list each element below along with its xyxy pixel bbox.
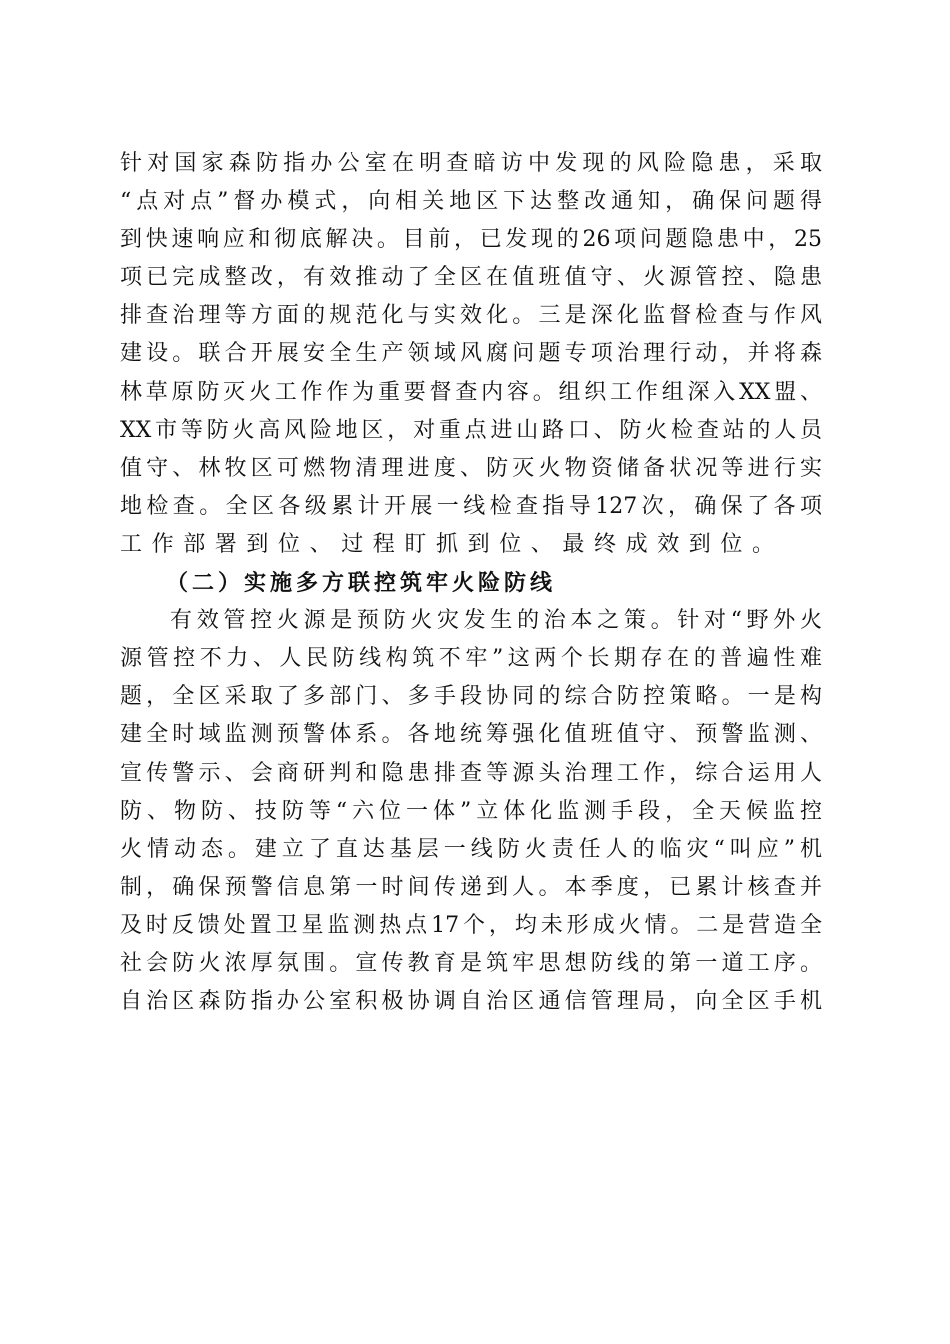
text-line: XX市等防火高风险地区，对重点进山路口、防火检查站的人员 — [120, 417, 822, 443]
paragraph-2 — [120, 602, 822, 1021]
text-line: 值守、林牧区可燃物清理进度、防灭火物资储备状况等进行实 — [120, 455, 822, 481]
text-line: 有效管控火源是预防火灾发生的治本之策。针对“野外火 — [170, 608, 822, 634]
text-line: 地检查。全区各级累计开展一线检查指导127次，确保了各项 — [120, 493, 822, 519]
section-heading: （二）实施多方联控筑牢火险防线 — [166, 570, 557, 597]
text-line: 到快速响应和彻底解决。目前，已发现的26项问题隐患中，25 — [120, 227, 822, 253]
text-line: 排查治理等方面的规范化与实效化。三是深化监督检查与作风 — [120, 303, 822, 329]
text-line: 针对国家森防指办公室在明查暗访中发现的风险隐患，采取 — [120, 151, 822, 176]
text-line: 题，全区采取了多部门、多手段协同的综合防控策略。一是构 — [120, 684, 822, 710]
paragraph-1 — [120, 145, 822, 564]
text-line: 自治区森防指办公室积极协调自治区通信管理局，向全区手机 — [120, 989, 822, 1015]
text-line: 火情动态。建立了直达基层一线防火责任人的临灾“叫应”机 — [120, 836, 822, 862]
text-line: “点对点”督办模式，向相关地区下达整改通知，确保问题得 — [120, 189, 822, 215]
text-line: 建设。联合开展安全生产领域风腐问题专项治理行动，并将森 — [120, 341, 822, 367]
text-line: 及时反馈处置卫星监测热点17个，均未形成火情。二是营造全 — [120, 912, 822, 938]
text-line: 制，确保预警信息第一时间传递到人。本季度，已累计核查并 — [120, 874, 822, 900]
text-line: 林草原防灭火工作作为重要督查内容。组织工作组深入XX盟、 — [120, 379, 822, 405]
text-line: 工作部署到位、过程盯抓到位、最终成效到位。 — [120, 531, 784, 557]
text-line: 防、物防、技防等“六位一体”立体化监测手段，全天候监控 — [120, 798, 822, 824]
text-line: 宣传警示、会商研判和隐患排查等源头治理工作，综合运用人 — [120, 760, 822, 786]
text-line: 项已完成整改，有效推动了全区在值班值守、火源管控、隐患 — [120, 265, 822, 291]
text-line: 社会防火浓厚氛围。宣传教育是筑牢思想防线的第一道工序。 — [120, 950, 822, 976]
body-text — [120, 145, 822, 1021]
text-line: 建全时域监测预警体系。各地统筹强化值班值守、预警监测、 — [120, 722, 822, 748]
text-line: 源管控不力、人民防线构筑不牢”这两个长期存在的普遍性难 — [120, 646, 822, 672]
